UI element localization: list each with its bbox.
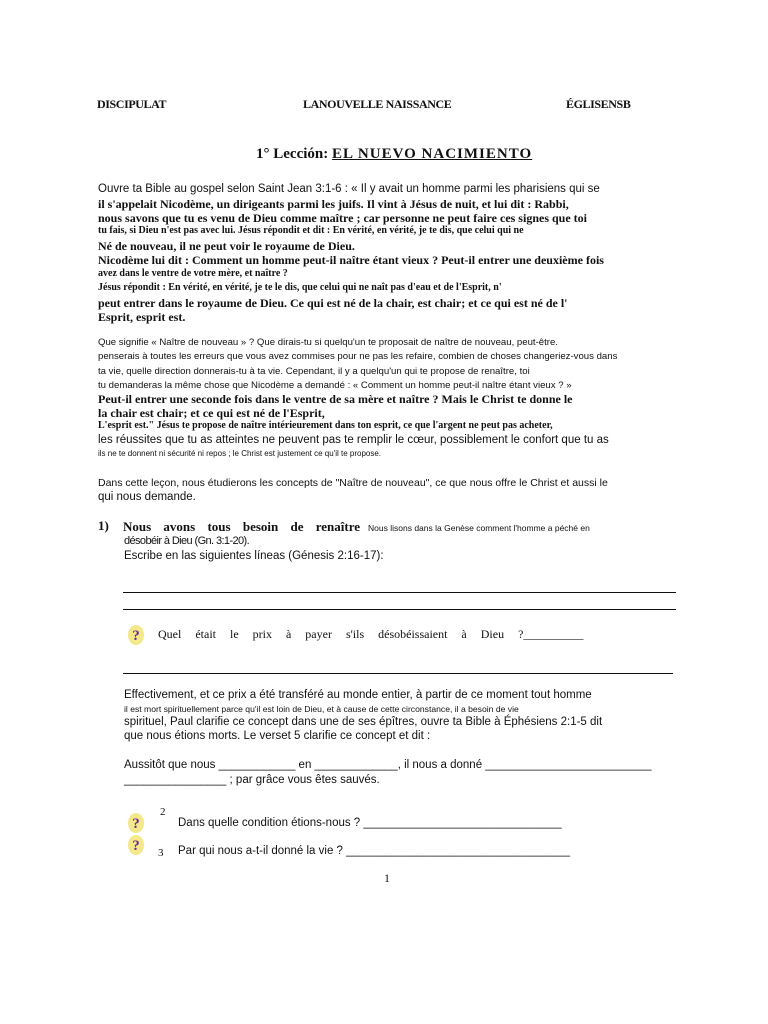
para2-line: Que signifie « Naître de nouveau » ? Que dirais-tu si quelqu'un te proposait de naître de nouveau, peut-être. [98,337,558,348]
para3-line: Dans cette leçon, nous étudierons les concepts de "Naître de nouveau", ce que nous offre le Christ et aussi le [98,477,608,489]
svg-text:?: ? [132,628,140,644]
question-1-blank[interactable]: __________ [523,627,584,641]
section-line: désobéir à Dieu (Gn. 3:1-20). [124,535,250,547]
para2-line: Peut-il entrer une seconde fois dans le ventre de sa mère et naître ? Mais le Christ te donne le [98,392,573,406]
section-heading-tail: Nous lisons dans la Genèse comment l'homme a péché en [368,523,590,533]
intro-line: peut entrer dans le royaume de Dieu. Ce qui est né de la chair, est chair; et ce qui est né de l' [98,296,568,310]
intro-line: il s'appelait Nicodème, un dirigeants parmi les juifs. Il vint à Jésus de nuit, et lui dit : Rabbi, [98,197,569,211]
question-2-number: 2 [160,806,166,818]
answer-line[interactable] [123,592,676,593]
para4-line: il est mort spirituellement parce qu'il est loin de Dieu, et à cause de cette circonstance, il a besoin de vie [124,704,519,714]
question-icon [127,834,145,856]
header-right: ÉGLISENSB [566,97,631,111]
para2-line: L'esprit est." Jésus te propose de naître intérieurement dans ton esprit, ce que l'argent ne peut pas acheter, [98,420,553,431]
question-icon [127,624,145,646]
answer-line[interactable] [123,673,673,674]
intro-line: Né de nouveau, il ne peut voir le royaume de Dieu. [98,239,355,253]
intro-line: nous savons que tu es venu de Dieu comme maître ; car personne ne peut faire ces signes que toi [98,211,587,225]
section-heading [123,518,590,536]
para2-line: la chair est chair; et ce qui est né de l'Esprit, [98,406,325,420]
para4-line: Effectivement, et ce prix a été transféré au monde entier, à partir de ce moment tout homme [124,689,592,701]
para4-line: que nous étions morts. Le verset 5 clarifie ce concept et dit : [124,730,431,742]
title-main: EL NUEVO NACIMIENTO [331,146,533,162]
intro-line: tu fais, si Dieu n'est pas avec lui. Jésus répondit et dit : En vérité, en vérité, je te dis, que celui qui ne [98,225,524,236]
question-1-text: Quel était le prix à payer s'ils désobéissaient à Dieu ? [158,627,524,641]
para2-line: ta vie, quelle direction donnerais-tu à ta vie. Cependant, il y a quelqu'un qui te propose de renaître, toi [98,366,530,377]
intro-line: avez dans le ventre de votre mère, et naître ? [98,268,288,279]
question-icon [127,812,145,834]
section-number: 1) [98,518,109,533]
para2-line: ils ne te donnent ni sécurité ni repos ; le Christ est justement ce qu'il te propose. [98,449,382,458]
page-title [256,146,532,163]
intro-line: Nicodème lui dit : Comment un homme peut-il naître étant vieux ? Peut-il entrer une deuxième fois [98,253,604,267]
fill-line-1[interactable]: Aussitôt que nous ____________ en _____________, il nous a donné __________________________ [124,759,652,771]
section-heading-text: Nous avons tous besoin de renaître [123,519,361,534]
question-1 [158,627,583,642]
section-line: Escribe en las siguientes líneas (Génesis 2:16-17): [124,550,384,562]
intro-line: Ouvre ta Bible au gospel selon Saint Jean 3:1-6 : « Il y avait un homme parmi les pharisiens qui se [98,183,600,195]
title-prefix: 1° Lección: [256,146,329,162]
para2-line: penserais à toutes les erreurs que vous avez commises pour ne pas les refaire, combien de choses changeriez-vous dans [98,351,618,362]
header-center: LANOUVELLE NAISSANCE [303,97,452,111]
svg-text:?: ? [132,816,140,832]
para2-line: les réussites que tu as atteintes ne peuvent pas te remplir le cœur, possiblement le confort que tu as [98,434,609,446]
para4-line: spirituel, Paul clarifie ce concept dans une de ses épîtres, ouvre ta Bible à Éphésiens 2:1-5 dit [124,716,603,728]
fill-line-2[interactable]: ________________ ; par grâce vous êtes sauvés. [124,774,380,786]
intro-line: Esprit, esprit est. [98,310,186,324]
para3-line: qui nous demande. [98,491,196,503]
page-number: 1 [384,871,390,885]
question-2-text[interactable]: Dans quelle condition étions-nous ? _______________________________ [178,817,562,829]
question-3-number: 3 [158,847,164,859]
header-left: DISCIPULAT [97,97,167,111]
answer-line[interactable] [123,609,676,610]
intro-line: Jésus répondit : En vérité, en vérité, je te le dis, que celui qui ne naît pas d'eau et de l'Esprit, n' [98,282,502,293]
svg-text:?: ? [132,838,140,854]
para2-line: tu demanderas la même chose que Nicodème a demandé : « Comment un homme peut-il naître étant vieux ? » [98,380,572,391]
question-3-text[interactable]: Par qui nous a-t-il donné la vie ? ___________________________________ [178,845,570,857]
